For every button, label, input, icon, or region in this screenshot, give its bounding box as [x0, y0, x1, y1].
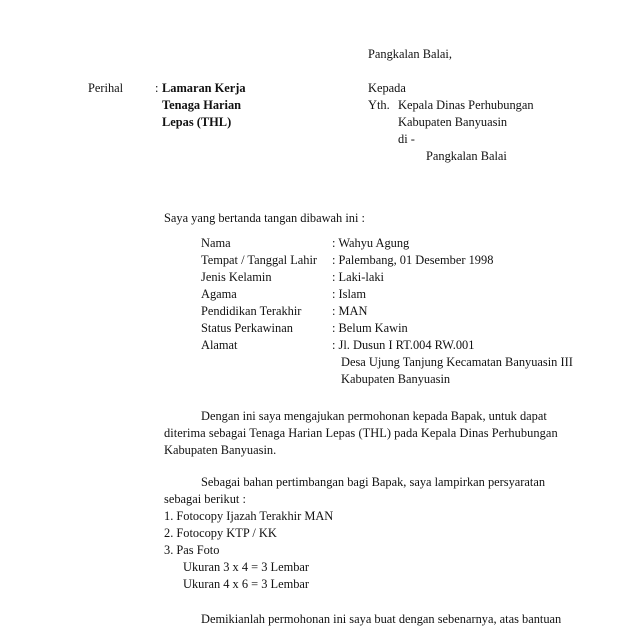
para2-line-2: sebagai berikut : [164, 492, 246, 506]
list-item: 2. Fotocopy KTP / KK [164, 526, 277, 540]
address-continuation: Kabupaten Banyuasin [341, 372, 451, 386]
para2-line-1: Sebagai bahan pertimbangan bagi Bapak, saya lampirkan persyaratan [201, 475, 546, 489]
closing-line: Demikianlah permohonan ini saya buat dengan sebenarnya, atas bantuan [201, 612, 562, 626]
subject-label: Perihal [88, 81, 124, 95]
identity-value: : Jl. Dusun I RT.004 RW.001 [332, 338, 475, 352]
identity-value: : Belum Kawin [332, 321, 408, 335]
subject-line-2: Tenaga Harian [162, 98, 242, 112]
para1-line-1: Dengan ini saya mengajukan permohonan kepada Bapak, untuk dapat [201, 409, 547, 423]
para1-line [164, 408, 581, 425]
recipient-line-3: di - [398, 132, 415, 146]
photo-size-item: Ukuran 3 x 4 = 3 Lembar [183, 560, 310, 574]
para1-line-2: diterima sebagai Tenaga Harian Lepas (THL) pada Kepala Dinas Perhubungan [164, 426, 558, 440]
identity-label: Tempat / Tanggal Lahir [201, 253, 318, 267]
identity-label: Alamat [201, 338, 238, 352]
recipient-kepada: Kepada [368, 81, 406, 95]
identity-value: : Islam [332, 287, 367, 301]
subject-line-1: Lamaran Kerja [162, 81, 246, 95]
recipient-line-4: Pangkalan Balai [426, 149, 507, 163]
list-item: 1. Fotocopy Ijazah Terakhir MAN [164, 509, 334, 523]
recipient-line-2: Kabupaten Banyuasin [398, 115, 508, 129]
address-continuation: Desa Ujung Tanjung Kecamatan Banyuasin III [341, 355, 573, 369]
recipient-line-1: Kepala Dinas Perhubungan [398, 98, 534, 112]
subject-colon: : [155, 81, 159, 95]
identity-label: Nama [201, 236, 231, 250]
identity-label: Status Perkawinan [201, 321, 293, 335]
identity-value: : Laki-laki [332, 270, 384, 284]
identity-value: : Palembang, 01 Desember 1998 [332, 253, 494, 267]
subject-line-3: Lepas (THL) [162, 115, 232, 129]
intro-text: Saya yang bertanda tangan dibawah ini : [164, 211, 365, 225]
place-date: Pangkalan Balai, [368, 47, 452, 61]
identity-label: Jenis Kelamin [201, 270, 272, 284]
identity-value: : MAN [332, 304, 368, 318]
identity-label: Agama [201, 287, 237, 301]
para1-line-3: Kabupaten Banyuasin. [164, 443, 277, 457]
photo-size-item: Ukuran 4 x 6 = 3 Lembar [183, 577, 310, 591]
recipient-yth: Yth. [368, 98, 390, 112]
identity-value: : Wahyu Agung [332, 236, 410, 250]
identity-label: Pendidikan Terakhir [201, 304, 302, 318]
list-item: 3. Pas Foto [164, 543, 220, 557]
